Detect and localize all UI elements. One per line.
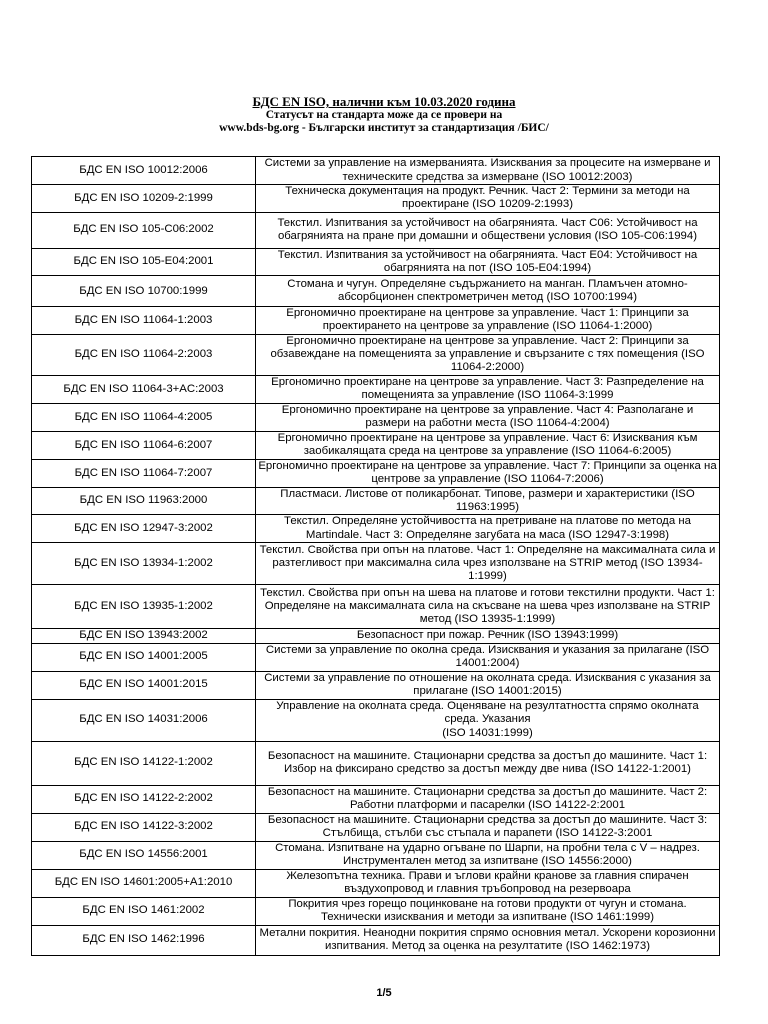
table-row (32, 403, 720, 431)
standard-description-cell: Безопасност на машините. Стационарни средства за достъп до машините. Част 1: Избор на фиксирано средство за достъп между две нива (ISO 14122-1:2001) (256, 741, 720, 785)
standard-code-cell: БДС EN ISO 105-C06:2002 (32, 212, 256, 248)
standard-code-cell: БДС EN ISO 13935-1:2002 (32, 585, 256, 629)
table-row (32, 157, 720, 185)
table-row (32, 459, 720, 487)
table-row (32, 699, 720, 741)
standard-description-cell: Системи за управление по околна среда. Изисквания и указания за прилагане (ISO 14001:2004) (256, 643, 720, 671)
standard-code-cell: БДС EN ISO 14031:2006 (32, 699, 256, 741)
table-row (32, 841, 720, 869)
standard-code-cell: БДС EN ISO 11064-3+AC:2003 (32, 375, 256, 403)
standard-code-cell: БДС EN ISO 11064-2:2003 (32, 334, 256, 375)
table-row (32, 487, 720, 515)
page-number: 1/5 (376, 987, 392, 999)
standard-code-cell: БДС EN ISO 1461:2002 (32, 897, 256, 925)
standard-code-cell: БДС EN ISO 105-E04:2001 (32, 248, 256, 276)
standard-description-cell: Безопасност на машините. Стационарни средства за достъп до машините. Част 3: Стълбища, стълби със стъпала и парапети (ISO 14122-3:2001 (256, 813, 720, 841)
standard-description-cell: Пластмаси. Листове от поликарбонат. Типове, размери и характеристики (ISO 11963:1995) (256, 487, 720, 515)
standard-description-cell: Управление на околната среда. Оценяване на резултатността спрямо околната среда. Указания (ISO 14031:1999) (256, 699, 720, 741)
table-row (32, 276, 720, 307)
standard-code-cell: БДС EN ISO 11064-6:2007 (32, 431, 256, 459)
standard-code-cell: БДС EN ISO 14122-1:2002 (32, 741, 256, 785)
standard-description-cell: Безопасност на машините. Стационарни средства за достъп до машините. Част 2: Работни платформи и пасарелки (ISO 14122-2:2001 (256, 785, 720, 813)
standard-description-cell: Системи за управление по отношение на околната среда. Изисквания с указания за прилагане (ISO 14001:2015) (256, 671, 720, 699)
standard-description-cell: Ергономично проектиране на центрове за управление. Част 2: Принципи за обзавеждане на помещенията за управление и свързаните с тях помещения (ISO 11064-2:2000) (256, 334, 720, 375)
standard-description-cell: Системи за управление на измерванията. Изисквания за процесите на измерване и техническите средства за измерване (ISO 10012:2003) (256, 157, 720, 185)
standard-code-cell: БДС EN ISO 14122-3:2002 (32, 813, 256, 841)
standard-description-cell: Метални покрития. Неанодни покрития спрямо основния метал. Ускорени корозионни изпитвания. Метод за оценка на резултатите (ISO 1462:1973) (256, 925, 720, 955)
standard-code-cell: БДС EN ISO 14556:2001 (32, 841, 256, 869)
table-row (32, 585, 720, 629)
standard-description-cell: Стомана. Изпитване на ударно огъване по Шарпи, на пробни тела с V – надрез. Инструментален метод за изпитване (ISO 14556:2000) (256, 841, 720, 869)
document-header (0, 94, 768, 135)
table-row (32, 185, 720, 213)
table-row (32, 629, 720, 643)
standard-description-cell: Безопасност при пожар. Речник (ISO 13943:1999) (256, 629, 720, 643)
table-row (32, 543, 720, 585)
standard-description-cell: Ергономично проектиране на центрове за управление. Част 3: Разпределение на помещенията за управление (ISO 11064-3:1999 (256, 375, 720, 403)
table-row (32, 741, 720, 785)
standard-description-cell: Текстил. Определяне устойчивостта на претриване на платове по метода на Martindale. Част 3: Определяне загубата на маса (ISO 12947-3:1998) (256, 515, 720, 543)
standard-code-cell: БДС EN ISO 14122-2:2002 (32, 785, 256, 813)
source-note: www.bds-bg.org - Български институт за стандартизация /БИС/ (219, 122, 549, 134)
table-row (32, 375, 720, 403)
table-row (32, 813, 720, 841)
standard-description-cell: Покрития чрез горещо поцинковане на готови продукти от чугун и стомана. Технически изисквания и методи за изпитване (ISO 1461:1999) (256, 897, 720, 925)
standard-description-cell: Текстил. Изпитвания за устойчивост на обагрянията. Част E04: Устойчивост на обагрянията на пот (ISO 105-E04:1994) (256, 248, 720, 276)
standard-code-cell: БДС EN ISO 11064-1:2003 (32, 307, 256, 335)
table-row (32, 307, 720, 335)
table-row (32, 431, 720, 459)
standard-code-cell: БДС EN ISO 13943:2002 (32, 629, 256, 643)
standard-description-cell: Ергономично проектиране на центрове за управление. Част 6: Изисквания към заобикалящата среда на центрове за управление (ISO 11064-6:2005) (256, 431, 720, 459)
standard-description-cell: Техническа документация на продукт. Речник. Част 2: Термини за методи на проектиране (ISO 10209-2:1993) (256, 185, 720, 213)
standard-code-cell: БДС EN ISO 10700:1999 (32, 276, 256, 307)
table-row (32, 925, 720, 955)
standard-description-cell: Текстил. Свойства при опън на платове. Част 1: Определяне на максималната сила и разтегливост при максимална сила чрез използване на STRIP метод (ISO 13934-1:1999) (256, 543, 720, 585)
standard-description-cell: Стомана и чугун. Определяне съдържанието на манган. Пламъчен атомно-абсорбционен спектрометричен метод (ISO 10700:1994) (256, 276, 720, 307)
table-row (32, 212, 720, 248)
standard-code-cell: БДС EN ISO 14001:2005 (32, 643, 256, 671)
standards-table-body (32, 157, 720, 956)
standard-description-cell: Текстил. Свойства при опън на шева на платове и готови текстилни продукти. Част 1: Определяне на максималната сила на скъсване на шева чрез използване на STRIP метод (ISO 13935-1:1999) (256, 585, 720, 629)
standards-table (31, 156, 720, 956)
standard-code-cell: БДС EN ISO 13934-1:2002 (32, 543, 256, 585)
standard-code-cell: БДС EN ISO 10209-2:1999 (32, 185, 256, 213)
status-note: Статусът на стандарта може да се провери на (265, 109, 503, 121)
table-row (32, 671, 720, 699)
table-row (32, 643, 720, 671)
standard-description-cell: Ергономично проектиране на центрове за управление. Част 4: Разполагане и размери на работни места (ISO 11064-4:2004) (256, 403, 720, 431)
table-row (32, 248, 720, 276)
document-title: БДС EN ISO, налични към 10.03.2020 година (252, 94, 516, 109)
table-row (32, 785, 720, 813)
standard-code-cell: БДС EN ISO 14601:2005+A1:2010 (32, 869, 256, 897)
table-row (32, 897, 720, 925)
standard-description-cell: Железопътна техника. Прави и ъглови крайни кранове за главния спирачен въздухопровод и главния тръбопровод на резервоара (256, 869, 720, 897)
standard-code-cell: БДС EN ISO 14001:2015 (32, 671, 256, 699)
standard-description-cell: Ергономично проектиране на центрове за управление. Част 7: Принципи за оценка на центрове за управление (ISO 11064-7:2006) (256, 459, 720, 487)
table-row (32, 869, 720, 897)
table-row (32, 334, 720, 375)
standard-code-cell: БДС EN ISO 11064-7:2007 (32, 459, 256, 487)
standard-code-cell: БДС EN ISO 12947-3:2002 (32, 515, 256, 543)
standard-code-cell: БДС EN ISO 1462:1996 (32, 925, 256, 955)
standard-code-cell: БДС EN ISO 11963:2000 (32, 487, 256, 515)
table-row (32, 515, 720, 543)
standard-code-cell: БДС EN ISO 11064-4:2005 (32, 403, 256, 431)
standard-description-cell: Ергономично проектиране на центрове за управление. Част 1: Принципи за проектирането на центрове за управление (ISO 11064-1:2000) (256, 307, 720, 335)
standard-code-cell: БДС EN ISO 10012:2006 (32, 157, 256, 185)
standard-description-cell: Текстил. Изпитвания за устойчивост на обагрянията. Част C06: Устойчивост на обагрянията на пране при домашни и обществени условия (ISO 105-C06:1994) (256, 212, 720, 248)
